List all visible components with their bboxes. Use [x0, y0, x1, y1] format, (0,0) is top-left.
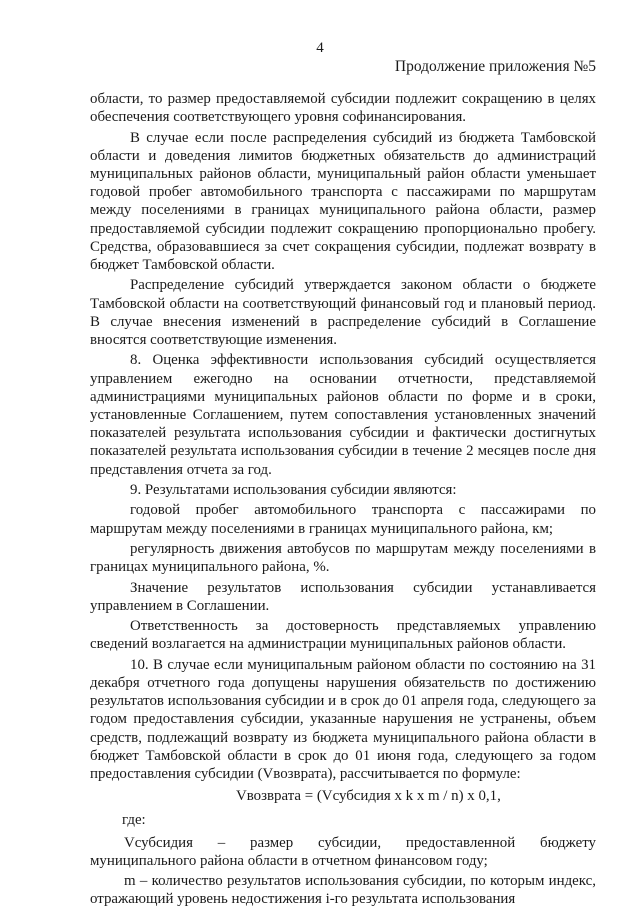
- paragraph: годовой пробег автомобильного транспорта с пассажирами по маршрутам между поселениями в границах муниципального района, км;: [90, 502, 596, 537]
- paragraph: Распределение субсидий утверждается законом области о бюджете Тамбовской области на соответствующий финансовый год и плановый период. В случае внесения изменений в распределение субсидий в Соглашение вносятся соответствующие изменения.: [90, 277, 596, 349]
- paragraph: 8. Оценка эффективности использования субсидий осуществляется управлением ежегодно на основании отчетности, представляемой администрациями муниципальных районов области по форме и в сроки, установленные Соглашением, путем сопоставления установленных значений показателей результата использования субсидии и фактически достигнутых показателей результата использования субсидии в течение 2 месяцев после дня представления отчета за год.: [90, 352, 596, 478]
- where-label: где:: [122, 812, 146, 829]
- appendix-label: Продолжение приложения №5: [394, 58, 596, 75]
- definition: m – количество результатов использования субсидии, по которым индекс, отражающий уровень недостижения i-го результата использования: [90, 873, 596, 908]
- document-body: [90, 90, 596, 911]
- formula: Vвозврата = (Vсубсидия x k x m / n) x 0,1,: [236, 788, 501, 805]
- paragraph: 9. Результатами использования субсидии являются:: [130, 482, 457, 499]
- paragraph: Ответственность за достоверность представляемых управлению сведений возлагается на администрации муниципальных районов области.: [90, 618, 596, 653]
- paragraph: 10. В случае если муниципальным районом области по состоянию на 31 декабря отчетного года допущены нарушения обязательств по достижению результатов использования субсидии и в срок до 01 апреля года, следующего за годом предоставления субсидии, указанные нарушения не устранены, объем средств, подлежащий возврату из бюджета муниципального района области в бюджет Тамбовской области в срок до 01 июня года, следующего за годом предоставления субсидии (Vвозврата), рассчитывается по формуле:: [90, 656, 596, 782]
- definition: Vсубсидия – размер субсидии, предоставленной бюджету муниципального района области в отчетном финансовом году;: [90, 834, 596, 869]
- page-number: 4: [316, 40, 324, 56]
- paragraph: регулярность движения автобусов по маршрутам между поселениями в границах муниципального района, %.: [90, 541, 596, 576]
- paragraph: Значение результатов использования субсидии устанавливается управлением в Соглашении.: [90, 579, 596, 614]
- paragraph: области, то размер предоставляемой субсидии подлежит сокращению в целях обеспечения соответствующего уровня софинансирования.: [90, 91, 596, 126]
- paragraph: В случае если после распределения субсидий из бюджета Тамбовской области и доведения лимитов бюджетных обязательств до администраций муниципальных районов области, муниципальный район области уменьшает годовой пробег автомобильного транспорта с пассажирами по маршрутам между поселениями в границах муниципального района области, размер предоставляемой субсидии подлежит сокращению пропорционально пробегу. Средства, образовавшиеся за счет сокращения субсидии, подлежат возврату в бюджет Тамбовской области.: [90, 129, 596, 274]
